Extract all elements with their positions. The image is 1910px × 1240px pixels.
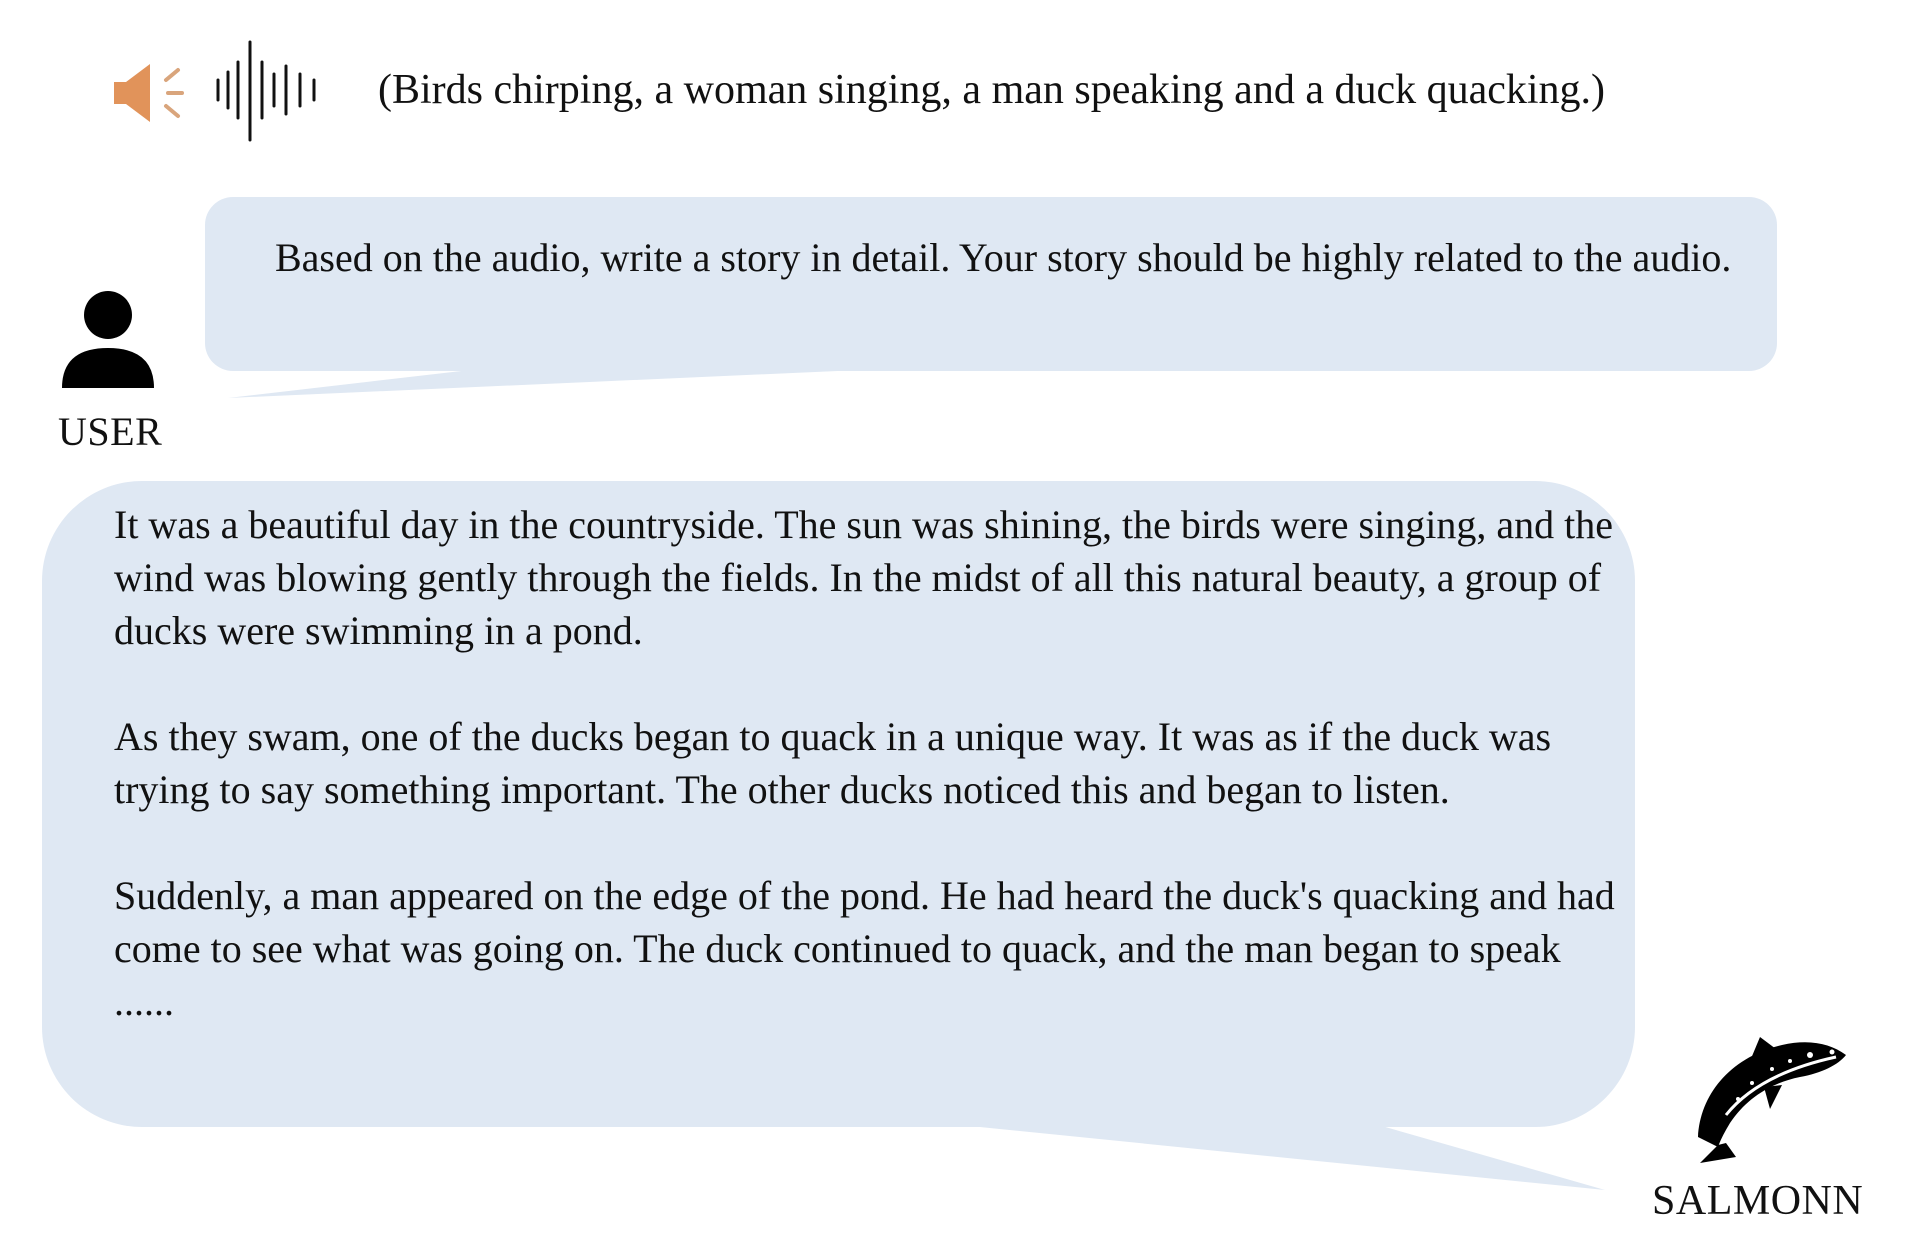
waveform-icon bbox=[210, 38, 330, 153]
story-paragraph: Suddenly, a man appeared on the edge of the pond. He had heard the duck's quacking and had come to see what was going on. The duck continued to quack, and the man began to speak ...... bbox=[114, 873, 1615, 1024]
user-label: USER bbox=[58, 409, 163, 454]
speaker-icon bbox=[110, 58, 190, 133]
story-paragraph: It was a beautiful day in the countryside. The sun was shining, the birds were singing, and the wind was blowing gently through the fields. In the midst of all this natural beauty, a group of ducks were swimming in a pond. bbox=[114, 502, 1613, 653]
assistant-message bbox=[114, 498, 1624, 1028]
audio-row bbox=[110, 38, 1710, 148]
assistant-label: SALMONN bbox=[1652, 1178, 1864, 1224]
assistant-bubble-tail bbox=[950, 1124, 1605, 1190]
story-paragraph: As they swam, one of the ducks began to quack in a unique way. It was as if the duck was trying to say something important. The other ducks noticed this and began to listen. bbox=[114, 714, 1552, 812]
user-bubble-body bbox=[205, 197, 1777, 371]
user-bubble-tail bbox=[228, 370, 860, 398]
user-icon bbox=[60, 290, 156, 395]
user-speech-bubble bbox=[205, 197, 1777, 398]
audio-caption: (Birds chirping, a woman singing, a man speaking and a duck quacking.) bbox=[378, 67, 1606, 113]
user-message: Based on the audio, write a story in detail. Your story should be highly related to the audio. bbox=[275, 235, 1732, 280]
salmon-icon bbox=[1690, 1025, 1850, 1170]
